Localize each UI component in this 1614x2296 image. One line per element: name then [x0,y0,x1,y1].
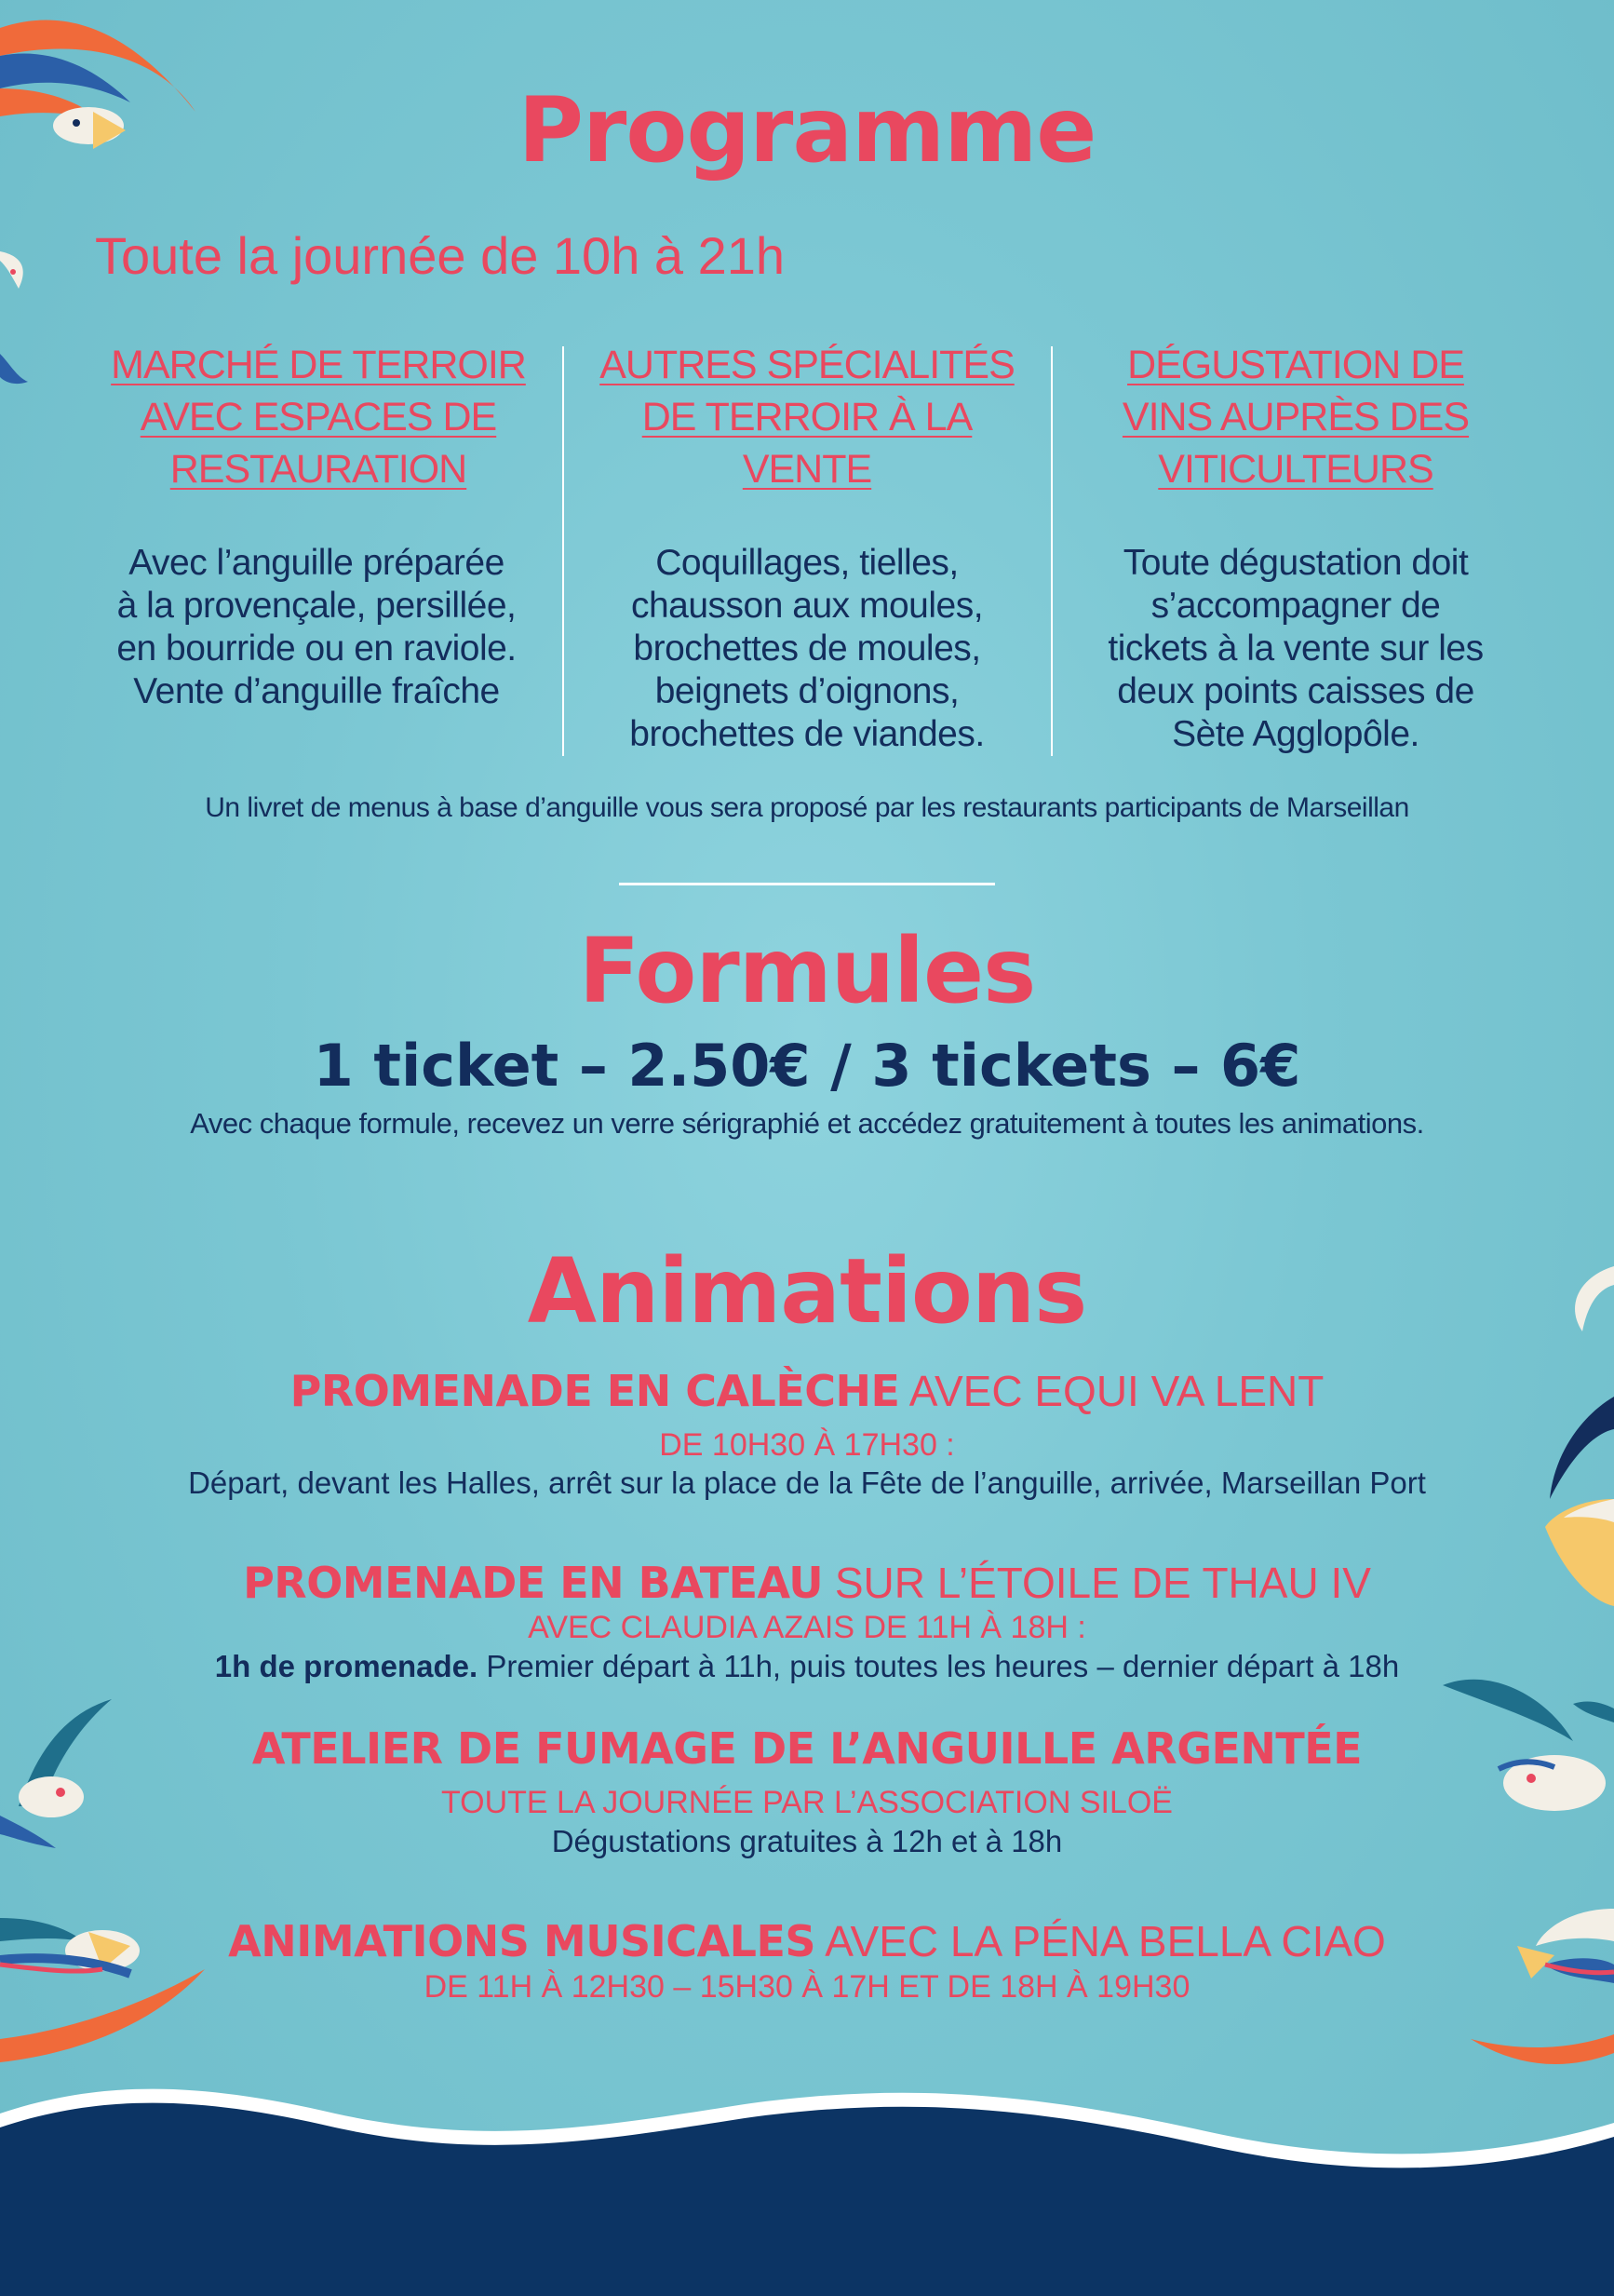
animation-2-time: AVEC CLAUDIA AZAIS DE 11H À 18H : [528,1610,1086,1645]
animation-2-heading: PROMENADE EN BATEAU SUR L’ÉTOILE DE THAU IV [243,1558,1371,1608]
column-1-title: MARCHÉ DE TERROIR AVEC ESPACES DE RESTAURATION [111,343,526,492]
animation-3-time: TOUTE LA JOURNÉE PAR L’ASSOCIATION SILOË [441,1785,1173,1820]
programme-subtitle: Toute la journée de 10h à 21h [95,226,786,285]
animation-1-time: DE 10H30 À 17H30 : [659,1427,955,1463]
animation-3-heading: ATELIER DE FUMAGE DE L’ANGUILLE ARGENTÉE [251,1723,1363,1774]
animation-1-heading: PROMENADE EN CALÈCHE AVEC EQUI VA LENT [289,1366,1325,1416]
column-divider-2 [1051,346,1053,756]
column-divider-1 [562,346,564,756]
column-2-text: Coquillages, tielles, chausson aux moules, brochettes de moules, beignets d’oignons, brochettes de viandes. [629,543,985,754]
animations-title: Animations [527,1239,1087,1344]
programme-note: Un livret de menus à base d’anguille vous sera proposé par les restaurants participants de Marseillan [205,792,1409,823]
formules-prices: 1 ticket – 2.50€ / 3 tickets – 6€ [313,1032,1301,1100]
formules-title: Formules [578,919,1036,1023]
fish-illustration-left-edge [0,233,37,400]
section-divider [619,883,995,885]
column-3-title: DÉGUSTATION DE VINS AUPRÈS DES VITICULTEURS [1122,343,1470,492]
programme-title: Programme [518,78,1096,182]
animation-2-description: 1h de promenade. Premier départ à 11h, puis toutes les heures – dernier départ à 18h [214,1649,1400,1683]
wave-footer [0,2076,1614,2296]
column-1-text: Avec l’anguille préparée à la provençale, persillée, en bourride ou en raviole. Vente d’anguille fraîche [116,543,517,711]
animation-4-time: DE 11H À 12H30 – 15H30 À 17H ET DE 18H À 19H30 [424,1969,1190,2005]
formules-note: Avec chaque formule, recevez un verre sérigraphié et accédez gratuitement à toutes les animations. [190,1107,1424,1140]
column-3-text: Toute dégustation doit s’accompagner de tickets à la vente sur les deux points caisses de Sète Agglopôle. [1108,543,1484,754]
animation-3-description: Dégustations gratuites à 12h et à 18h [551,1824,1063,1858]
animation-4-heading: ANIMATIONS MUSICALES AVEC LA PÉNA BELLA CIAO [228,1916,1386,1966]
column-2-title: AUTRES SPÉCIALITÉS DE TERROIR À LA VENTE [599,343,1015,492]
animation-1-description: Départ, devant les Halles, arrêt sur la place de la Fête de l’anguille, arrivée, Marseillan Port [188,1465,1426,1500]
